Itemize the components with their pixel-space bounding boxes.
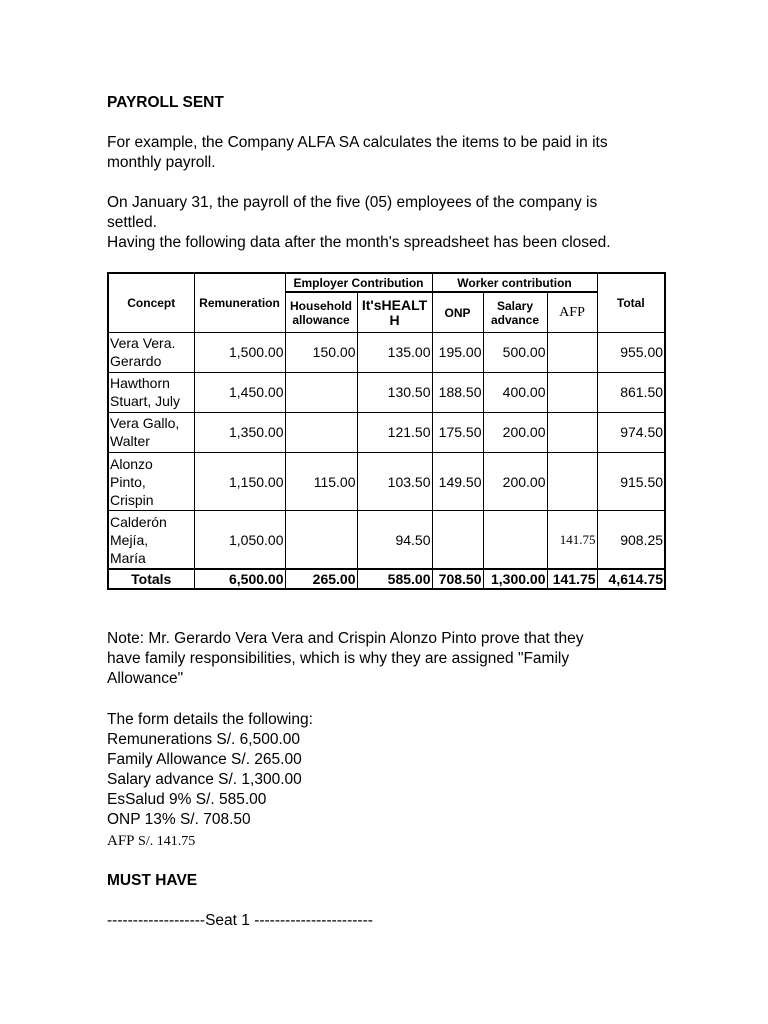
must-have-heading: MUST HAVE bbox=[107, 872, 198, 889]
afp-cell bbox=[547, 332, 597, 372]
employee-name: Vera Vera. Gerardo bbox=[108, 332, 194, 372]
header-worker-contribution: Worker contribution bbox=[432, 273, 597, 292]
essalud-cell: 103.50 bbox=[357, 452, 432, 510]
total-onp: 708.50 bbox=[432, 569, 483, 589]
header-household-allowance: Household allowance bbox=[285, 292, 357, 332]
salary-advance-cell: 500.00 bbox=[483, 332, 547, 372]
totals-label: Totals bbox=[108, 569, 194, 589]
header-essalud: It'sHEALT H bbox=[357, 292, 432, 332]
header-employer-contribution: Employer Contribution bbox=[285, 273, 432, 292]
onp-cell bbox=[432, 511, 483, 569]
essalud-cell: 121.50 bbox=[357, 412, 432, 452]
intro-line: For example, the Company ALFA SA calculates the items to be paid in its bbox=[107, 134, 608, 151]
remuneration-cell: 1,350.00 bbox=[194, 412, 285, 452]
essalud-cell: 94.50 bbox=[357, 511, 432, 569]
header-remuneration: Remuneration bbox=[194, 273, 285, 332]
document-heading: PAYROLL SENT bbox=[107, 94, 224, 111]
afp-cell: 141.75 bbox=[547, 511, 597, 569]
table-row bbox=[108, 511, 665, 569]
total-cell: 908.25 bbox=[597, 511, 665, 569]
household-cell: 150.00 bbox=[285, 332, 357, 372]
salary-advance-cell: 400.00 bbox=[483, 372, 547, 412]
remuneration-cell: 1,050.00 bbox=[194, 511, 285, 569]
intro-line: On January 31, the payroll of the five (05) employees of the company is bbox=[107, 194, 598, 211]
household-cell bbox=[285, 511, 357, 569]
onp-cell: 175.50 bbox=[432, 412, 483, 452]
essalud-cell: 135.00 bbox=[357, 332, 432, 372]
remuneration-cell: 1,450.00 bbox=[194, 372, 285, 412]
note-line: Allowance" bbox=[107, 670, 184, 687]
total-cell: 974.50 bbox=[597, 412, 665, 452]
intro-line: settled. bbox=[107, 214, 157, 231]
form-family-allowance: Family Allowance S/. 265.00 bbox=[107, 751, 302, 768]
grand-total: 4,614.75 bbox=[597, 569, 665, 589]
form-onp: ONP 13% S/. 708.50 bbox=[107, 811, 251, 828]
salary-advance-cell bbox=[483, 511, 547, 569]
employee-name: Calderón Mejía, María bbox=[108, 511, 194, 569]
household-cell bbox=[285, 412, 357, 452]
intro-line: monthly payroll. bbox=[107, 154, 216, 171]
header-concept: Concept bbox=[108, 273, 194, 332]
remuneration-cell: 1,500.00 bbox=[194, 332, 285, 372]
salary-advance-cell: 200.00 bbox=[483, 412, 547, 452]
header-salary-advance: Salary advance bbox=[483, 292, 547, 332]
onp-cell: 188.50 bbox=[432, 372, 483, 412]
total-cell: 861.50 bbox=[597, 372, 665, 412]
essalud-cell: 130.50 bbox=[357, 372, 432, 412]
table-row bbox=[108, 372, 665, 412]
total-cell: 955.00 bbox=[597, 332, 665, 372]
table-row bbox=[108, 332, 665, 372]
household-cell: 115.00 bbox=[285, 452, 357, 510]
table-row bbox=[108, 412, 665, 452]
header-onp: ONP bbox=[432, 292, 483, 332]
total-afp: 141.75 bbox=[547, 569, 597, 589]
onp-cell: 195.00 bbox=[432, 332, 483, 372]
form-salary-advance: Salary advance S/. 1,300.00 bbox=[107, 771, 302, 788]
salary-advance-cell: 200.00 bbox=[483, 452, 547, 510]
form-essalud: EsSalud 9% S/. 585.00 bbox=[107, 791, 267, 808]
intro-line: Having the following data after the month's spreadsheet has been closed. bbox=[107, 234, 611, 251]
header-total: Total bbox=[597, 273, 665, 332]
total-remuneration: 6,500.00 bbox=[194, 569, 285, 589]
total-essalud: 585.00 bbox=[357, 569, 432, 589]
employee-name: Vera Gallo, Walter bbox=[108, 412, 194, 452]
afp-cell bbox=[547, 452, 597, 510]
note-line: have family responsibilities, which is why they are assigned "Family bbox=[107, 650, 570, 667]
form-afp: AFP S/. 141.75 bbox=[107, 833, 196, 849]
onp-cell: 149.50 bbox=[432, 452, 483, 510]
afp-cell bbox=[547, 412, 597, 452]
seat-heading: -------------------Seat 1 ----------------------- bbox=[107, 912, 373, 929]
form-remunerations: Remunerations S/. 6,500.00 bbox=[107, 731, 301, 748]
household-cell bbox=[285, 372, 357, 412]
employee-name: Hawthorn Stuart, July bbox=[108, 372, 194, 412]
employee-name: Alonzo Pinto, Crispin bbox=[108, 452, 194, 510]
payroll-table bbox=[107, 272, 666, 590]
remuneration-cell: 1,150.00 bbox=[194, 452, 285, 510]
total-household: 265.00 bbox=[285, 569, 357, 589]
form-intro: The form details the following: bbox=[107, 711, 313, 728]
table-row bbox=[108, 452, 665, 510]
header-afp: AFP bbox=[547, 292, 597, 332]
note-line: Note: Mr. Gerardo Vera Vera and Crispin Alonzo Pinto prove that they bbox=[107, 630, 584, 647]
afp-cell bbox=[547, 372, 597, 412]
total-cell: 915.50 bbox=[597, 452, 665, 510]
total-salary-advance: 1,300.00 bbox=[483, 569, 547, 589]
totals-row bbox=[108, 569, 665, 589]
